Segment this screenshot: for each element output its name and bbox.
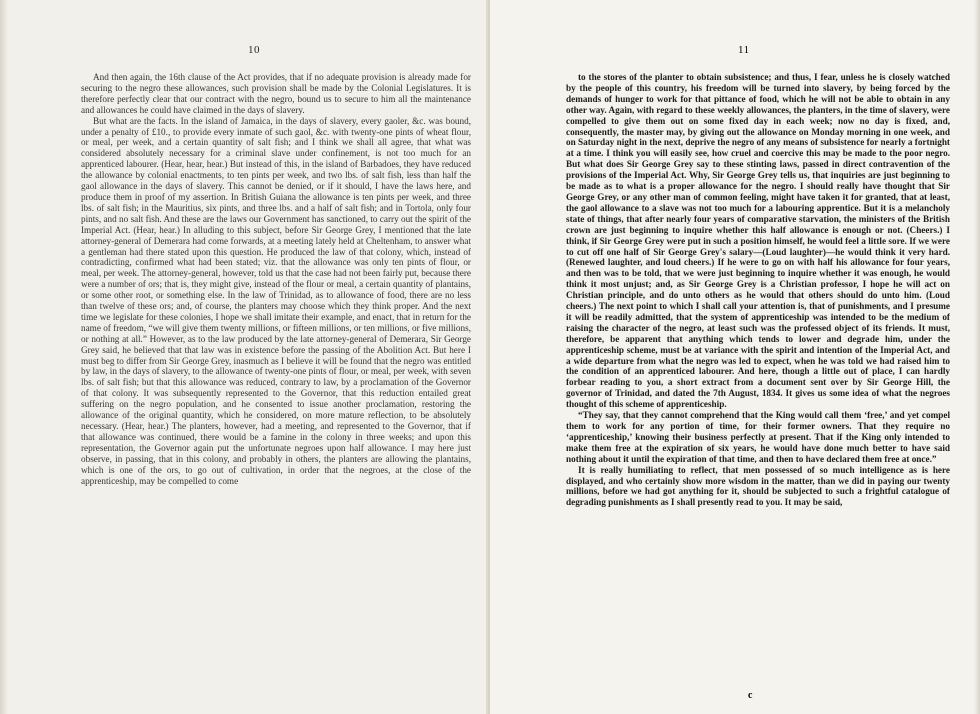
right-page-text <box>566 72 950 508</box>
signature-mark: c <box>748 690 753 701</box>
page-number-left: 10 <box>248 44 260 56</box>
right-page-edge <box>974 0 980 714</box>
paragraph: It is really humiliating to reflect, that men possessed of so much intelligence as is here displayed, and who certainly show more wisdom in the matter, than we did in paying our twenty millions, before we had got anything for it, should be subjected to such a frightful catalogue of degrading punishments as I shall presently read to you. It may be said, <box>566 464 950 508</box>
left-page-edge <box>0 0 8 714</box>
left-page-text <box>81 72 471 486</box>
paragraph: But what are the facts. In the island of Jamaica, in the days of slavery, every gaoler, &c. was bound, under a penalty of £10., to provide every inmate of such gaol, &c. with twenty-one pints of wheat flour, or meal, per week, and a certain quantity of salt fish; and I think we shall all agree, that what was considered absolutely necessary for a criminal slave under confinement, is not too much for an apprenticed labourer. (Hear, hear, hear.) But instead of this, in the island of Barbadoes, they have reduced the allowance by colonial enactments, to ten pints per week, and two lbs. of salt fish, less than half the gaol allowance in the days of slavery. This cannot be denied, or if it should, I have the laws here, and produce them in proof of my assertion. In British Guiana the allowance is ten pints per week, and three lbs. of salt fish; in the Mauritius, six pints, and three lbs. and a half of salt fish; and in Tortola, only four pints, and no salt fish. And these are the laws our Government has sanctioned, to carry out the spirit of the Imperial Act. (Hear, hear.) In alluding to this subject, before Sir George Grey, I mentioned that the late attorney-general of Demerara had come forwards, at a meeting lately held at Cheltenham, to answer what a gentleman had there stated upon this question. He produced the law of that colony, which, instead of contradicting, confirmed what had been stated; viz. that the allowance was only ten pints of flour, or meal, per week. The attorney-general, however, told us that the case had not been fairly put, because there were a number of ors; that is, they might give, instead of the flour or meal, a certain quantity of plantains, or some other root, or something else. In the law of Trinidad, as to allowance of food, there are no less than twelve of these ors; and, of course, the planters may choose which they think proper. And the next time we legislate for these colonies, I hope we shall imitate their example, and enact, that in return for the name of freedom, “we will give them twenty millions, or fifteen millions, or ten millions, or five millions, or nothing at all.” However, as to the law produced by the late attorney-general of Demerara, Sir George Grey said, he believed that that law was in existence before the passing of the Abolition Act. But here I must beg to differ from Sir George Grey, inasmuch as I believe it will be found that the negro was entitled by law, in the days of slavery, to the allowance of twenty-one pints of flour, or meal, per week, with seven lbs. of salt fish; but that this allowance was reduced, contrary to law, by a proclamation of the Governor of that colony. It was subsequently represented to the Governor, that this reduction entailed great suffering on the negro population, and he consented to issue another proclamation, restoring the allowance of the original quantity, which he considered, on more mature reflection, to be absolutely necessary. (Hear, hear.) The planters, however, had a meeting, and represented to the Governor, that if that allowance was continued, there would be a famine in the colony in three weeks; and upon this representation, the Governor again put the unfortunate negroes upon half allowance. I may here just observe, in passing, that in this colony, and probably in others, the planters are allowing the plantains, which is one of the ors, to go out of cultivation, in order that the negroes, at the close of the apprenticeship, may be compelled to come <box>81 115 471 486</box>
paragraph: And then again, the 16th clause of the Act provides, that if no adequate provision is already made for securing to the negro these allowances, such provision shall be made by the Colonial Legislatures. It is therefore perfectly clear that our contract with the negro, bound us to secure to him all the maintenance and allowances he could have claimed in the days of slavery. <box>81 72 471 115</box>
page-number-right: 11 <box>738 44 750 56</box>
quotation-paragraph: “They say, that they cannot comprehend that the King would call them ‘free,’ and yet compel them to work for any portion of time, for their former owners. That they require no ‘apprenticeship,’ knowing their business perfectly at present. That if the King only intended to make them free at the expiration of six years, he would have done much better to have said nothing about it until the expiration of that time, and then to have declared them free at once.” <box>566 410 950 464</box>
paragraph: to the stores of the planter to obtain subsistence; and thus, I fear, unless he is closely watched by the people of this country, his freedom will be turned into slavery, by being forced by the demands of hunger to work for that pittance of food, which he will not be able to obtain in any other way. Again, with regard to these weekly allowances, the planters, in the time of slavery, were compelled to give them out on some fixed day in each week; now no day is fixed, and, consequently, the master may, by giving out the allowance on Monday morning in one week, and on Saturday night in the next, deprive the negro of any means of subsistence for nearly a fortnight at a time. I think you will easily see, how cruel and coercive this may be made to the poor negro. But what does Sir George Grey say to these stinting laws, passed in direct contravention of the provisions of the Imperial Act. Why, Sir George Grey tells us, that inquiries are just beginning to be made as to what is a proper allowance for the negro. I should really have thought that Sir George Grey, or any other man of common feeling, might have taken it for granted, that at least, the gaol allowance to a slave was not too much for a labouring apprentice. But it is a melancholy state of things, that after nearly four years of comparative starvation, the ministers of the British crown are just beginning to inquire whether this half allowance is enough or not. (Cheers.) I think, if Sir George Grey were put in such a position himself, he would feel a little sore. If we were to cut off one half of Sir George Grey's salary—(Loud laughter)—he would think it very hard. (Renewed laughter, and loud cheers.) If he were to go on with half his allowance for four years, and then was to be told, that we were just beginning to inquire whether it was enough, he would think it most unjust; and, as Sir George Grey is a Christian professor, I hope he will act on Christian principle, and do unto others as he would that others should do unto him. (Loud cheers.) The next point to which I shall call your attention is, that of punishments, and I presume it will be readily admitted, that the system of apprenticeship was intended to be the medium of raising the character of the negro, at least such was the professed object of its friends. It must, therefore, be apparent that anything which tends to lower and degrade him, under the apprenticeship scheme, must be at variance with the spirit and intention of the Imperial Act, and a wide departure from what the negro was led to expect, when he was told we had raised him to the condition of an apprenticed labourer. And here, though a little out of place, I can hardly forbear reading to you, a short extract from a document sent over by Sir George Hill, the governor of Trinidad, and dated the 7th August, 1834. It gives us some idea of what the negroes thought of this scheme of apprenticeship. <box>566 72 950 410</box>
